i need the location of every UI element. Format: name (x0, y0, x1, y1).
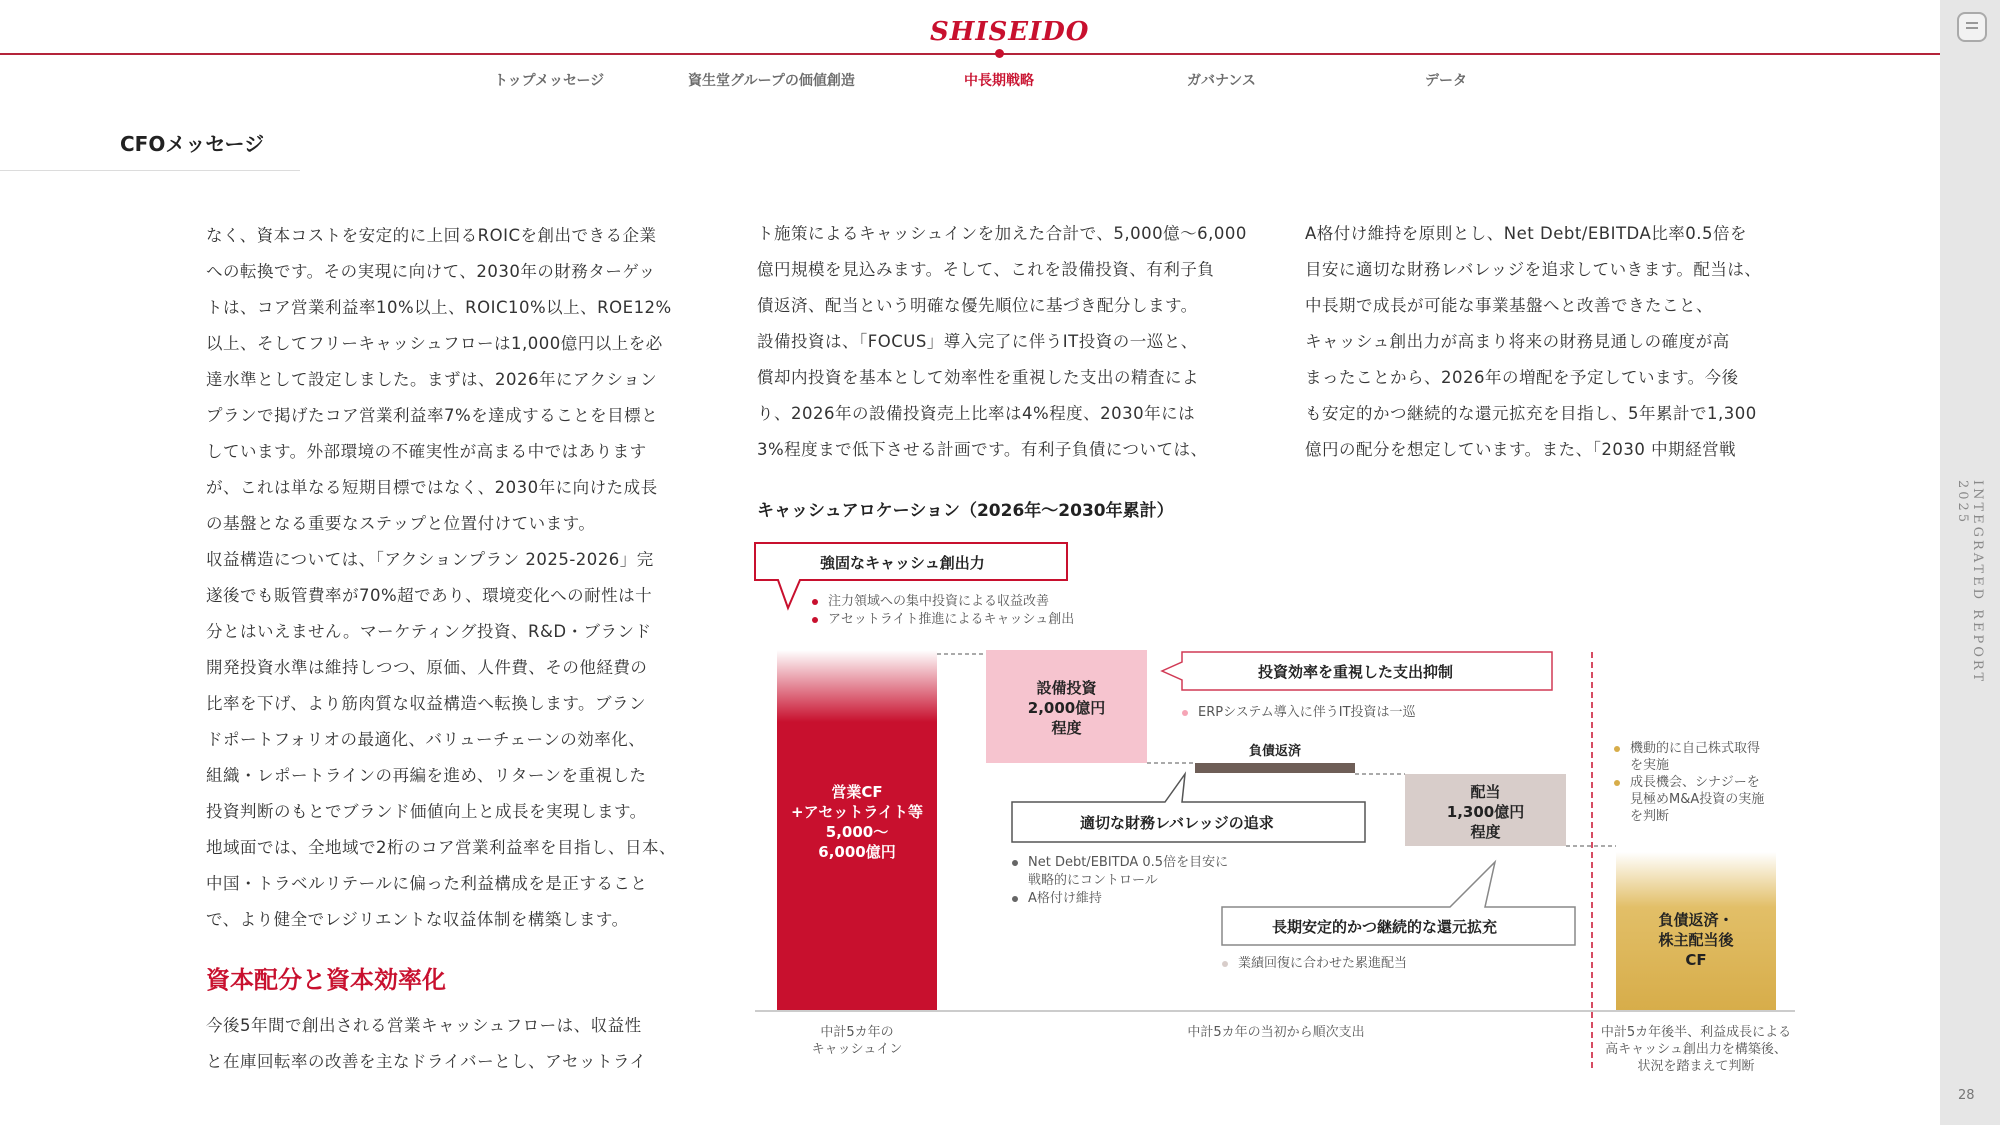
text-line: 比率を下げ、より筋肉質な収益構造へ転換します。ブラン (206, 694, 647, 713)
callout-return-title: 長期安定的かつ継続的な還元拡充 (1272, 918, 1498, 936)
callout-capex-title: 投資効率を重視した支出抑制 (1258, 663, 1454, 681)
capex-label: 設備投資 2,000億円 程度 (1027, 679, 1106, 737)
page-title: CFOメッセージ (120, 132, 265, 156)
nav-top-message[interactable]: トップメッセージ (494, 73, 605, 89)
report-label: INTEGRATED REPORT 2025 (1955, 480, 1985, 685)
text-line: 目安に適切な財務レバレッジを追求していきます。配当は、 (1305, 260, 1762, 279)
debt-repayment-label: 負債返済 (1248, 744, 1301, 759)
text-line: が、これは単なる短期目標ではなく、2030年に向けた成長 (206, 478, 658, 497)
text-line: 収益構造については、「アクションプラン 2025-2026」完 (206, 550, 654, 569)
right-bullet: 成長機会、シナジーを 見極めM&A投資の実施 を判断 (1614, 774, 1764, 825)
text-line: キャッシュ創出力が高まり将来の財務見通しの確度が高 (1305, 332, 1730, 351)
footer-spending: 中計5カ年の当初から順次支出 (1187, 1025, 1365, 1040)
text-line: 開発投資水準は維持しつつ、原価、人件費、その他経費の (206, 658, 648, 677)
post-cf-label: 負債返済・ 株主配当後 CF (1658, 911, 1734, 969)
callout-cash-title: 強固なキャッシュ創出力 (820, 554, 985, 572)
section-heading: 資本配分と資本効率化 (206, 966, 446, 994)
callout-capex-bullet: ERPシステム導入に伴うIT投資は一巡 (1182, 704, 1416, 721)
text-line: 債返済、配当という明確な優先順位に基づき配分します。 (757, 296, 1198, 315)
text-line: 投資判断のもとでブランド価値向上と成長を実現します。 (206, 802, 647, 821)
callout-cash-bullet: アセットライト推進によるキャッシュ創出 (812, 611, 1074, 628)
column-2-text (757, 216, 1247, 468)
text-line: への転換です。その実現に向けて、2030年の財務ターゲッ (206, 262, 656, 281)
text-line: で、より健全でレジリエントな収益体制を構築します。 (206, 910, 629, 929)
column-3-text (1305, 216, 1761, 468)
text-line: まったことから、2026年の増配を予定しています。今後 (1305, 368, 1739, 387)
dividend-label: 配当 1,300億円 程度 (1446, 783, 1525, 841)
header-divider (0, 53, 1940, 55)
callout-leverage-title: 適切な財務レバレッジの追求 (1080, 814, 1274, 832)
debt-repayment-bar (1195, 763, 1355, 773)
text-line: なく、資本コストを安定的に上回るROICを創出できる企業 (206, 226, 657, 245)
text-line: 今後5年間で創出される営業キャッシュフローは、収益性 (206, 1016, 642, 1035)
text-line: ドポートフォリオの最適化、バリューチェーンの効率化、 (206, 730, 646, 749)
callout-leverage-bullet: Net Debt/EBITDA 0.5倍を目安に (1012, 854, 1228, 871)
footer-later-decision: 中計5カ年後半、利益成長による 高キャッシュ創出力を構築後、 状況を踏まえて判断 (1600, 1025, 1792, 1074)
text-line: 償却内投資を基本として効率性を重視した支出の精査によ (757, 368, 1199, 387)
text-line: しています。外部環境の不確実性が高まる中ではあります (206, 442, 647, 461)
text-line: 組織・レポートラインの再編を進め、リターンを重視した (206, 766, 647, 785)
text-line: 地域面では、全地域で2桁のコア営業利益率を目指し、日本、 (206, 838, 676, 857)
text-line: 中国・トラベルリテールに偏った利益構成を是正すること (206, 874, 648, 893)
cash-allocation-diagram (750, 540, 1810, 1080)
diagram-title: キャッシュアロケーション（2026年〜2030年累計） (757, 501, 1174, 521)
callout-cash-bullet: 注力領域への集中投資による収益改善 (812, 593, 1049, 610)
text-line: の基盤となる重要なステップと位置付けています。 (206, 514, 596, 533)
footer-cash-in: 中計5カ年の キャッシュイン (811, 1025, 903, 1057)
shiseido-logo[interactable]: SHISEIDO (930, 17, 1090, 47)
text-line: ト施策によるキャッシュインを加えた合計で、5,000億〜6,000 (757, 224, 1247, 243)
title-underline (0, 170, 300, 171)
callout-return-bullet: 業績回復に合わせた累進配当 (1222, 955, 1407, 972)
page-header (0, 0, 1940, 100)
page-number: 28 (1958, 1088, 1975, 1103)
text-line: プランで掲げたコア営業利益率7%を達成することを目標と (206, 406, 659, 425)
text-line: り、2026年の設備投資売上比率は4%程度、2030年には (757, 404, 1196, 423)
text-line: 以上、そしてフリーキャッシュフローは1,000億円以上を必 (206, 334, 663, 353)
text-line: 3%程度まで低下させる計画です。有利子負債については、 (757, 440, 1208, 459)
column-1-after-text (206, 1008, 647, 1080)
text-line: 遂後でも販管費率が70%超であり、環境変化への耐性は十 (206, 586, 653, 605)
text-line: 設備投資は、「FOCUS」導入完了に伴うIT投資の一巡と、 (757, 332, 1198, 351)
operating-cf-label: 営業CF +アセットライト等 5,000〜 6,000億円 (791, 783, 923, 861)
nav-data[interactable]: データ (1425, 73, 1467, 89)
text-line: 億円規模を見込みます。そして、これを設備投資、有利子負 (757, 260, 1215, 279)
text-line: 達水準として設定しました。まずは、2026年にアクション (206, 370, 658, 389)
text-line: と在庫回転率の改善を主なドライバーとし、アセットライ (206, 1052, 647, 1071)
text-line: 分とはいえません。マーケティング投資、R&D・ブランド (206, 622, 652, 641)
nav-mid-long-term-strategy[interactable]: 中長期戦略 (964, 73, 1034, 89)
main-nav (0, 70, 1940, 92)
text-line: 億円の配分を想定しています。また、「2030 中期経営戦 (1305, 440, 1737, 459)
callout-leverage-bullet: 戦略的にコントロール (1028, 873, 1158, 888)
callout-leverage-bullet: A格付け維持 (1012, 890, 1102, 907)
column-1-text (206, 218, 676, 938)
nav-governance[interactable]: ガバナンス (1187, 73, 1256, 89)
text-line: A格付け維持を原則とし、Net Debt/EBITDA比率0.5倍を (1305, 224, 1747, 243)
right-bullet: 機動的に自己株式取得 を実施 (1614, 740, 1760, 774)
active-nav-marker (995, 49, 1004, 58)
text-line: も安定的かつ継続的な還元拡充を目指し、5年累計で1,300 (1305, 404, 1757, 423)
nav-value-creation[interactable]: 資生堂グループの価値創造 (688, 73, 855, 89)
text-line: トは、コア営業利益率10%以上、ROIC10%以上、ROE12% (206, 298, 672, 317)
menu-icon[interactable] (1957, 12, 1987, 42)
text-line: 中長期で成長が可能な事業基盤へと改善できたこと、 (1305, 296, 1713, 315)
